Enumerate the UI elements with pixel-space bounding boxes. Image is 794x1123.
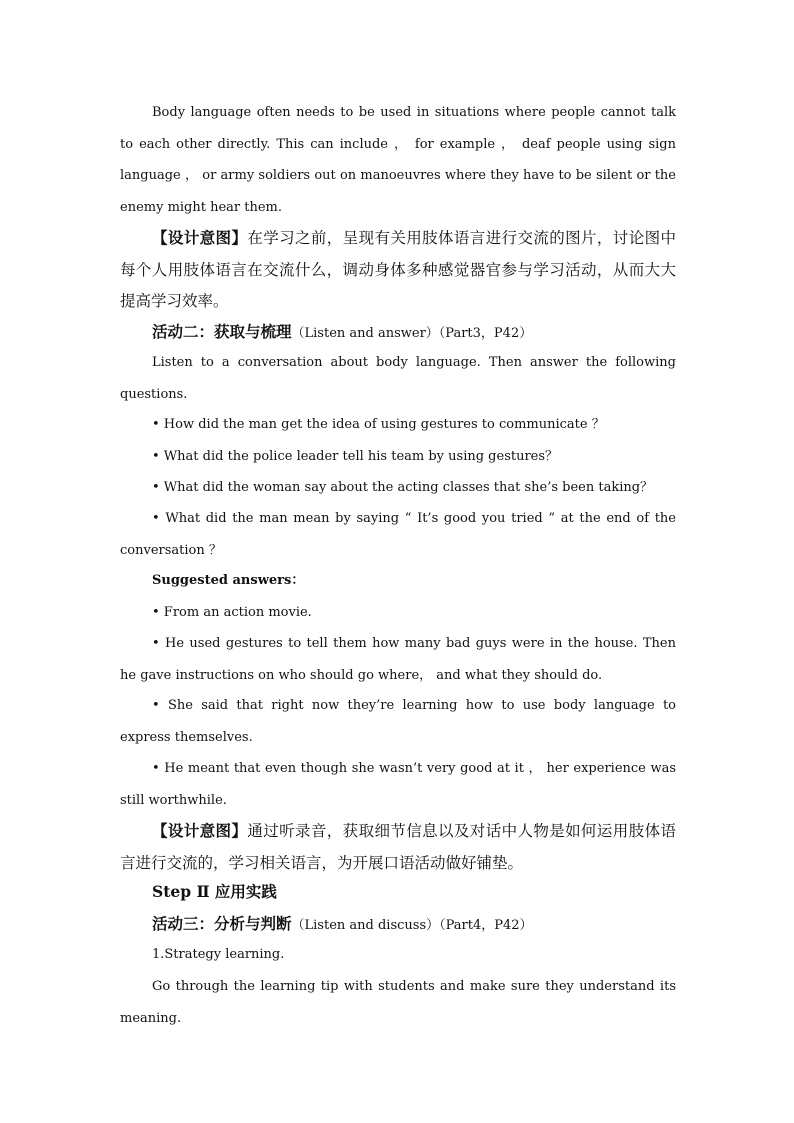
paragraph-learning-tip: Go through the learning tip with students and make sure they understand its meaning.	[120, 979, 676, 1026]
step-two-heading: Step Ⅱ 应用实践	[152, 882, 277, 901]
answer-4: • He meant that even though she wasn’t very good at it ， her experience was still worthwhile.	[120, 761, 676, 808]
question-3: • What did the woman say about the acting classes that she’s been taking？	[152, 480, 654, 495]
paragraph-design-intent-2	[120, 815, 676, 879]
answer-2: • He used gestures to tell them how many bad guys were in the house. Then he gave instructions on who should go where， and what they should do.	[120, 636, 676, 683]
design-intent-text: 在学习之前，呈现有关用肢体语言进行交流的图片，讨论图中每个人用肢体语言在交流什么，调动身体多种感觉器官参与学习活动，从而大大提高学习效率。	[120, 229, 676, 310]
activity-two-label: 活动二：获取与梳理	[152, 322, 292, 341]
paragraph-body-language-intro: Body language often needs to be used in situations where people cannot talk to each other directly. This can include ， for example ， deaf people using sign language ， or army soldiers out on manoeuvres where they have to be silent or the enemy might hear them.	[120, 105, 676, 215]
question-2: • What did the police leader tell his team by using gestures？	[152, 449, 559, 464]
design-intent-label: 【设计意图】	[152, 228, 248, 247]
question-1: • How did the man get the idea of using gestures to communicate ？	[152, 417, 605, 432]
suggested-answers-label: Suggested answers：	[152, 573, 305, 588]
design-intent-label-2: 【设计意图】	[152, 821, 248, 840]
answer-3: • She said that right now they’re learning how to use body language to express themselves.	[120, 698, 676, 745]
activity-three-text: （Listen and discuss）（Part4，P42）	[291, 918, 533, 933]
activity-two-heading	[120, 316, 676, 350]
question-4: • What did the man mean by saying “ It’s good you tried ” at the end of the conversation ？	[120, 511, 676, 558]
strategy-learning-item: 1.Strategy learning.	[152, 947, 285, 962]
answer-1: • From an action movie.	[152, 605, 312, 620]
design-intent-text-2: 通过听录音，获取细节信息以及对话中人物是如何运用肢体语言进行交流的，学习相关语言，为开展口语活动做好铺垫。	[120, 822, 676, 872]
paragraph-listen-instructions: Listen to a conversation about body language. Then answer the following questions.	[120, 355, 676, 402]
activity-three-heading	[120, 908, 676, 942]
activity-three-label: 活动三：分析与判断	[152, 914, 292, 933]
activity-two-text: （Listen and answer）（Part3，P42）	[291, 326, 533, 341]
paragraph-design-intent-1	[120, 222, 676, 318]
